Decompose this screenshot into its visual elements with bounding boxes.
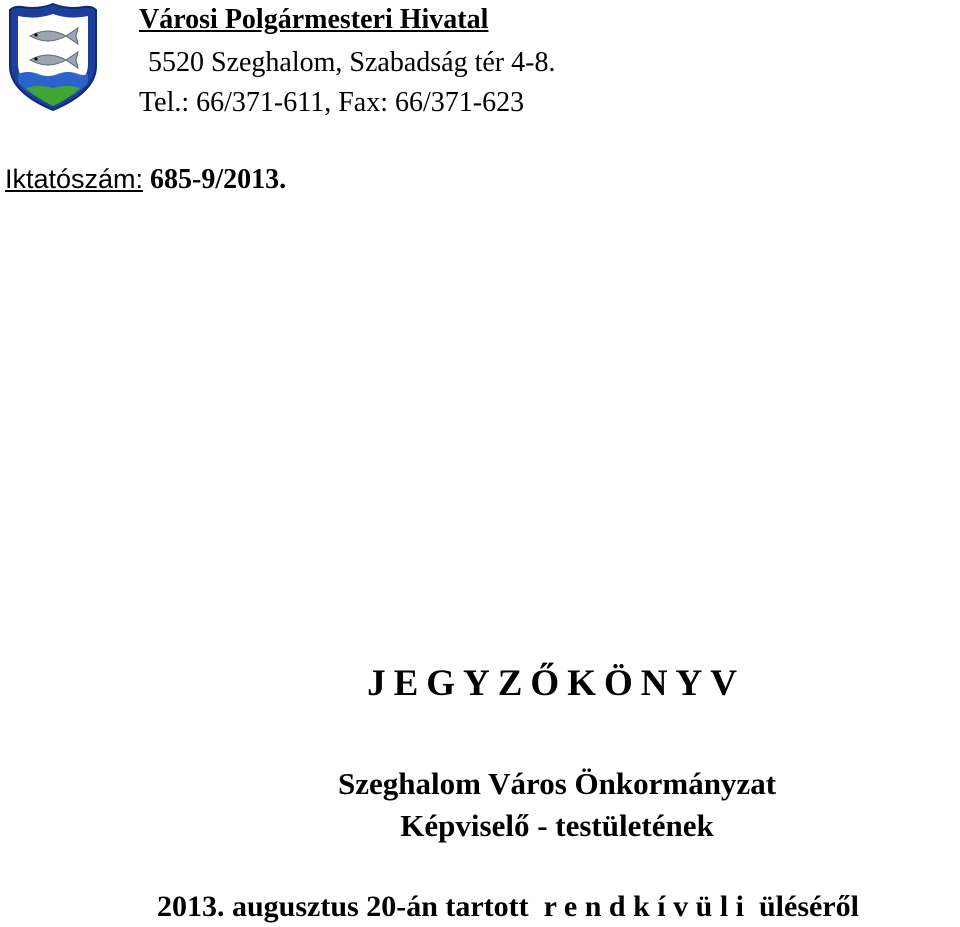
office-name: Városi Polgármesteri Hivatal <box>139 4 489 35</box>
document-subtitle-line2: Képviselő - testületének <box>400 808 714 843</box>
registration-number: 685-9/2013. <box>150 164 287 195</box>
document-title: JEGYZŐKÖNYV <box>367 663 745 704</box>
registration-line <box>5 164 286 196</box>
office-address: 5520 Szeghalom, Szabadság tér 4-8. <box>148 47 556 78</box>
document-subtitle-line1: Szeghalom Város Önkormányzat <box>337 766 777 801</box>
office-phone-fax: Tel.: 66/371-611, Fax: 66/371-623 <box>139 87 525 118</box>
registration-label: Iktatószám: <box>5 164 144 194</box>
town-crest-icon <box>4 2 102 114</box>
document-date-line: 2013. augusztus 20-án tartott r e n d k í v ü l i üléséről <box>157 890 859 923</box>
